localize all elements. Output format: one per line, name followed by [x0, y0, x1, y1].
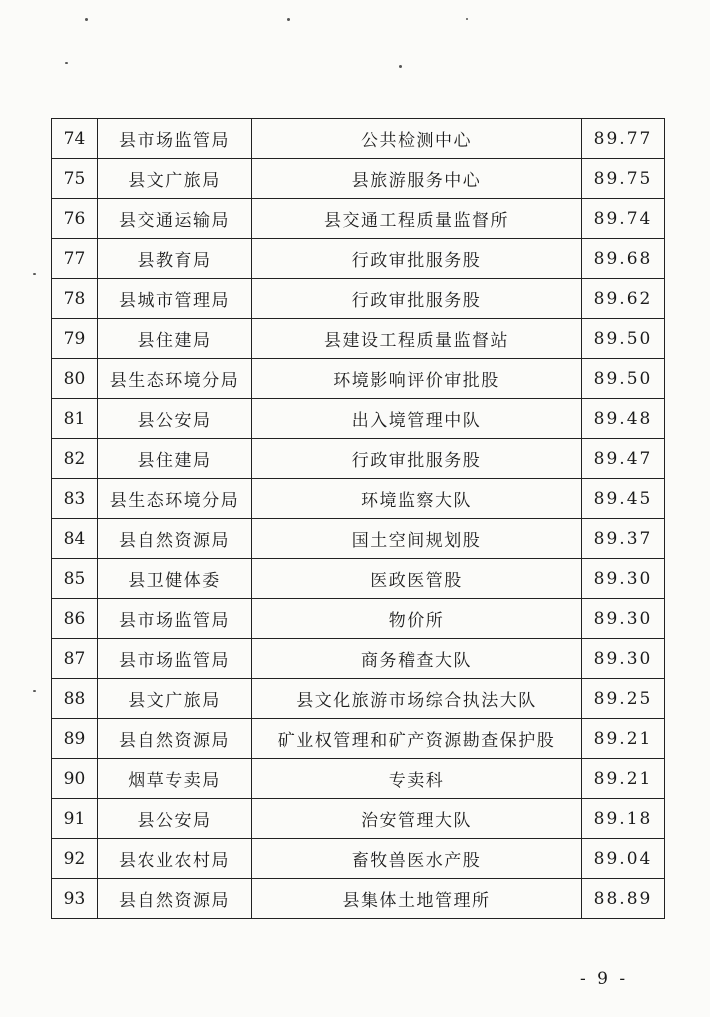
row-number-cell: 78 — [52, 279, 98, 319]
scan-speck — [85, 18, 88, 21]
department-cell: 县卫健体委 — [98, 559, 252, 599]
row-number-cell: 92 — [52, 839, 98, 879]
unit-cell: 公共检测中心 — [252, 119, 582, 159]
table-row — [52, 519, 665, 559]
score-cell: 89.04 — [582, 839, 665, 879]
table-row — [52, 279, 665, 319]
department-cell: 县城市管理局 — [98, 279, 252, 319]
row-number-cell: 88 — [52, 679, 98, 719]
row-number-cell: 89 — [52, 719, 98, 759]
department-cell: 县市场监管局 — [98, 599, 252, 639]
score-cell: 89.68 — [582, 239, 665, 279]
table-row — [52, 199, 665, 239]
score-table-body — [52, 119, 665, 919]
department-cell: 县住建局 — [98, 439, 252, 479]
department-cell: 县教育局 — [98, 239, 252, 279]
score-cell: 89.50 — [582, 319, 665, 359]
unit-cell: 行政审批服务股 — [252, 239, 582, 279]
department-cell: 烟草专卖局 — [98, 759, 252, 799]
unit-cell: 县文化旅游市场综合执法大队 — [252, 679, 582, 719]
unit-cell: 国土空间规划股 — [252, 519, 582, 559]
scan-speck — [466, 18, 468, 20]
unit-cell: 畜牧兽医水产股 — [252, 839, 582, 879]
department-cell: 县公安局 — [98, 799, 252, 839]
table-row — [52, 119, 665, 159]
row-number-cell: 82 — [52, 439, 98, 479]
unit-cell: 县交通工程质量监督所 — [252, 199, 582, 239]
score-cell: 88.89 — [582, 879, 665, 919]
department-cell: 县文广旅局 — [98, 159, 252, 199]
row-number-cell: 84 — [52, 519, 98, 559]
table-row — [52, 439, 665, 479]
row-number-cell: 77 — [52, 239, 98, 279]
unit-cell: 行政审批服务股 — [252, 279, 582, 319]
scan-speck — [33, 690, 36, 692]
department-cell: 县公安局 — [98, 399, 252, 439]
scan-speck — [65, 62, 68, 64]
score-cell: 89.21 — [582, 759, 665, 799]
row-number-cell: 83 — [52, 479, 98, 519]
row-number-cell: 80 — [52, 359, 98, 399]
department-cell: 县自然资源局 — [98, 719, 252, 759]
unit-cell: 治安管理大队 — [252, 799, 582, 839]
unit-cell: 商务稽查大队 — [252, 639, 582, 679]
score-cell: 89.45 — [582, 479, 665, 519]
row-number-cell: 91 — [52, 799, 98, 839]
table-row — [52, 399, 665, 439]
department-cell: 县市场监管局 — [98, 119, 252, 159]
score-cell: 89.30 — [582, 639, 665, 679]
table-row — [52, 319, 665, 359]
unit-cell: 环境监察大队 — [252, 479, 582, 519]
scan-speck — [287, 18, 290, 21]
unit-cell: 县集体土地管理所 — [252, 879, 582, 919]
score-cell: 89.50 — [582, 359, 665, 399]
page-number: - 9 - — [580, 969, 629, 989]
department-cell: 县农业农村局 — [98, 839, 252, 879]
scan-speck — [33, 273, 36, 275]
unit-cell: 行政审批服务股 — [252, 439, 582, 479]
score-cell: 89.62 — [582, 279, 665, 319]
row-number-cell: 79 — [52, 319, 98, 359]
table-row — [52, 639, 665, 679]
row-number-cell: 86 — [52, 599, 98, 639]
score-cell: 89.37 — [582, 519, 665, 559]
table-row — [52, 679, 665, 719]
table-row — [52, 879, 665, 919]
row-number-cell: 75 — [52, 159, 98, 199]
department-cell: 县生态环境分局 — [98, 479, 252, 519]
table-row — [52, 599, 665, 639]
unit-cell: 环境影响评价审批股 — [252, 359, 582, 399]
department-cell: 县自然资源局 — [98, 879, 252, 919]
table-row — [52, 239, 665, 279]
row-number-cell: 74 — [52, 119, 98, 159]
table-row — [52, 159, 665, 199]
table-row — [52, 559, 665, 599]
score-cell: 89.30 — [582, 599, 665, 639]
row-number-cell: 90 — [52, 759, 98, 799]
scan-speck — [399, 65, 402, 68]
table-row — [52, 719, 665, 759]
department-cell: 县自然资源局 — [98, 519, 252, 559]
table-row — [52, 799, 665, 839]
score-cell: 89.77 — [582, 119, 665, 159]
score-cell: 89.25 — [582, 679, 665, 719]
score-cell: 89.75 — [582, 159, 665, 199]
row-number-cell: 87 — [52, 639, 98, 679]
unit-cell: 物价所 — [252, 599, 582, 639]
row-number-cell: 85 — [52, 559, 98, 599]
unit-cell: 县旅游服务中心 — [252, 159, 582, 199]
table-row — [52, 759, 665, 799]
unit-cell: 医政医管股 — [252, 559, 582, 599]
score-table — [51, 118, 665, 919]
table-row — [52, 359, 665, 399]
row-number-cell: 93 — [52, 879, 98, 919]
score-cell: 89.30 — [582, 559, 665, 599]
row-number-cell: 76 — [52, 199, 98, 239]
unit-cell: 出入境管理中队 — [252, 399, 582, 439]
score-cell: 89.47 — [582, 439, 665, 479]
department-cell: 县市场监管局 — [98, 639, 252, 679]
score-cell: 89.48 — [582, 399, 665, 439]
unit-cell: 专卖科 — [252, 759, 582, 799]
table-row — [52, 479, 665, 519]
row-number-cell: 81 — [52, 399, 98, 439]
department-cell: 县生态环境分局 — [98, 359, 252, 399]
department-cell: 县文广旅局 — [98, 679, 252, 719]
department-cell: 县住建局 — [98, 319, 252, 359]
department-cell: 县交通运输局 — [98, 199, 252, 239]
table-row — [52, 839, 665, 879]
unit-cell: 矿业权管理和矿产资源勘查保护股 — [252, 719, 582, 759]
unit-cell: 县建设工程质量监督站 — [252, 319, 582, 359]
score-cell: 89.74 — [582, 199, 665, 239]
score-cell: 89.18 — [582, 799, 665, 839]
score-cell: 89.21 — [582, 719, 665, 759]
